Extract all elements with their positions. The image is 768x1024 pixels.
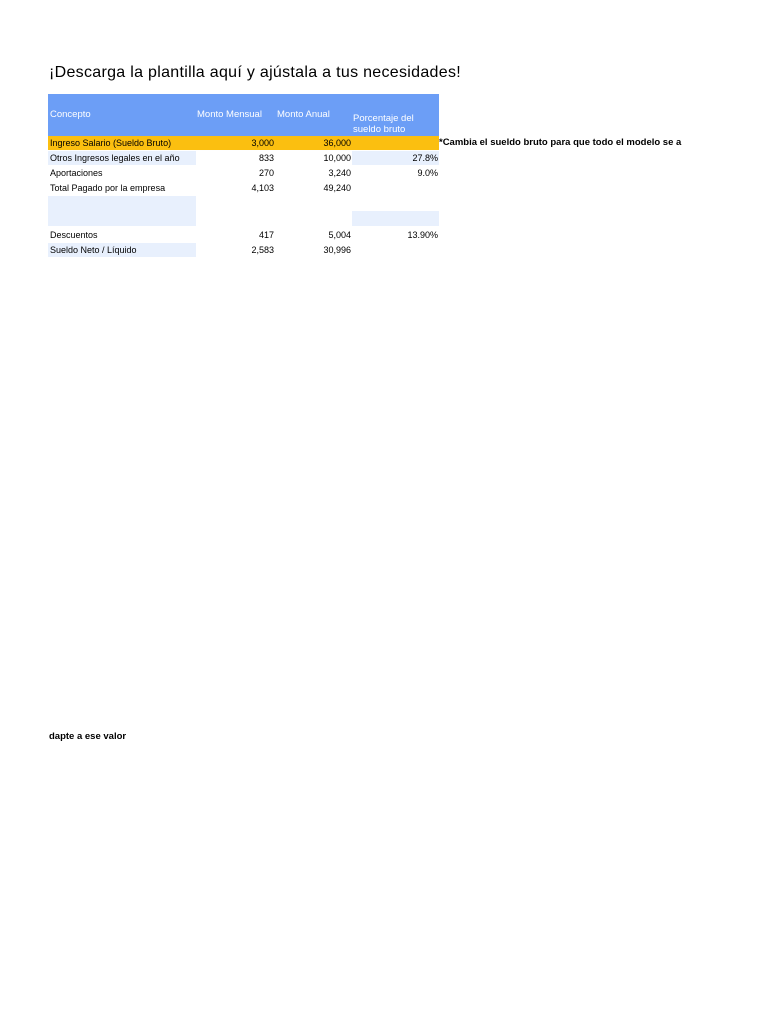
header-monto-mensual: Monto Mensual [197, 109, 262, 120]
note-line-2: dapte a ese valor [49, 731, 127, 742]
cell-mensual[interactable]: 417 [258, 230, 274, 240]
cell-concepto[interactable]: Total Pagado por la empresa [50, 183, 166, 193]
header-porcentaje-line2: sueldo bruto [353, 124, 406, 135]
cell-concepto[interactable]: Otros Ingresos legales en el año [50, 153, 180, 163]
header-monto-anual: Monto Anual [277, 109, 330, 120]
cell-anual[interactable]: 5,004 [328, 230, 351, 240]
empty-cell-bg [48, 196, 196, 226]
cell-concepto[interactable]: Descuentos [50, 230, 98, 240]
cell-mensual[interactable]: 833 [258, 153, 274, 163]
empty-cell-bg [352, 211, 439, 226]
page-title: ¡Descarga la plantilla aquí y ajústala a tus necesidades! [49, 64, 461, 81]
header-porcentaje-line1: Porcentaje del [353, 113, 414, 124]
cell-concepto[interactable]: Sueldo Neto / Líquido [50, 245, 137, 255]
cell-mensual[interactable]: 3,000 [251, 138, 274, 148]
header-concepto: Concepto [50, 109, 91, 120]
cell-porcentaje[interactable]: 27.8% [412, 153, 438, 163]
note-line-1: *Cambia el sueldo bruto para que todo el modelo se a [439, 137, 682, 148]
cell-concepto[interactable]: Ingreso Salario (Sueldo Bruto) [50, 138, 172, 148]
cell-anual[interactable]: 30,996 [323, 245, 351, 255]
cell-porcentaje[interactable]: 13.90% [407, 230, 438, 240]
cell-anual[interactable]: 10,000 [323, 153, 351, 163]
cell-concepto[interactable]: Aportaciones [50, 168, 103, 178]
cell-porcentaje[interactable]: 9.0% [417, 168, 438, 178]
header-porcentaje [353, 113, 414, 135]
cell-anual[interactable]: 3,240 [328, 168, 351, 178]
cell-anual[interactable]: 36,000 [323, 138, 351, 148]
cell-mensual[interactable]: 270 [258, 168, 274, 178]
cell-anual[interactable]: 49,240 [323, 183, 351, 193]
cell-mensual[interactable]: 4,103 [251, 183, 274, 193]
cell-mensual[interactable]: 2,583 [251, 245, 274, 255]
